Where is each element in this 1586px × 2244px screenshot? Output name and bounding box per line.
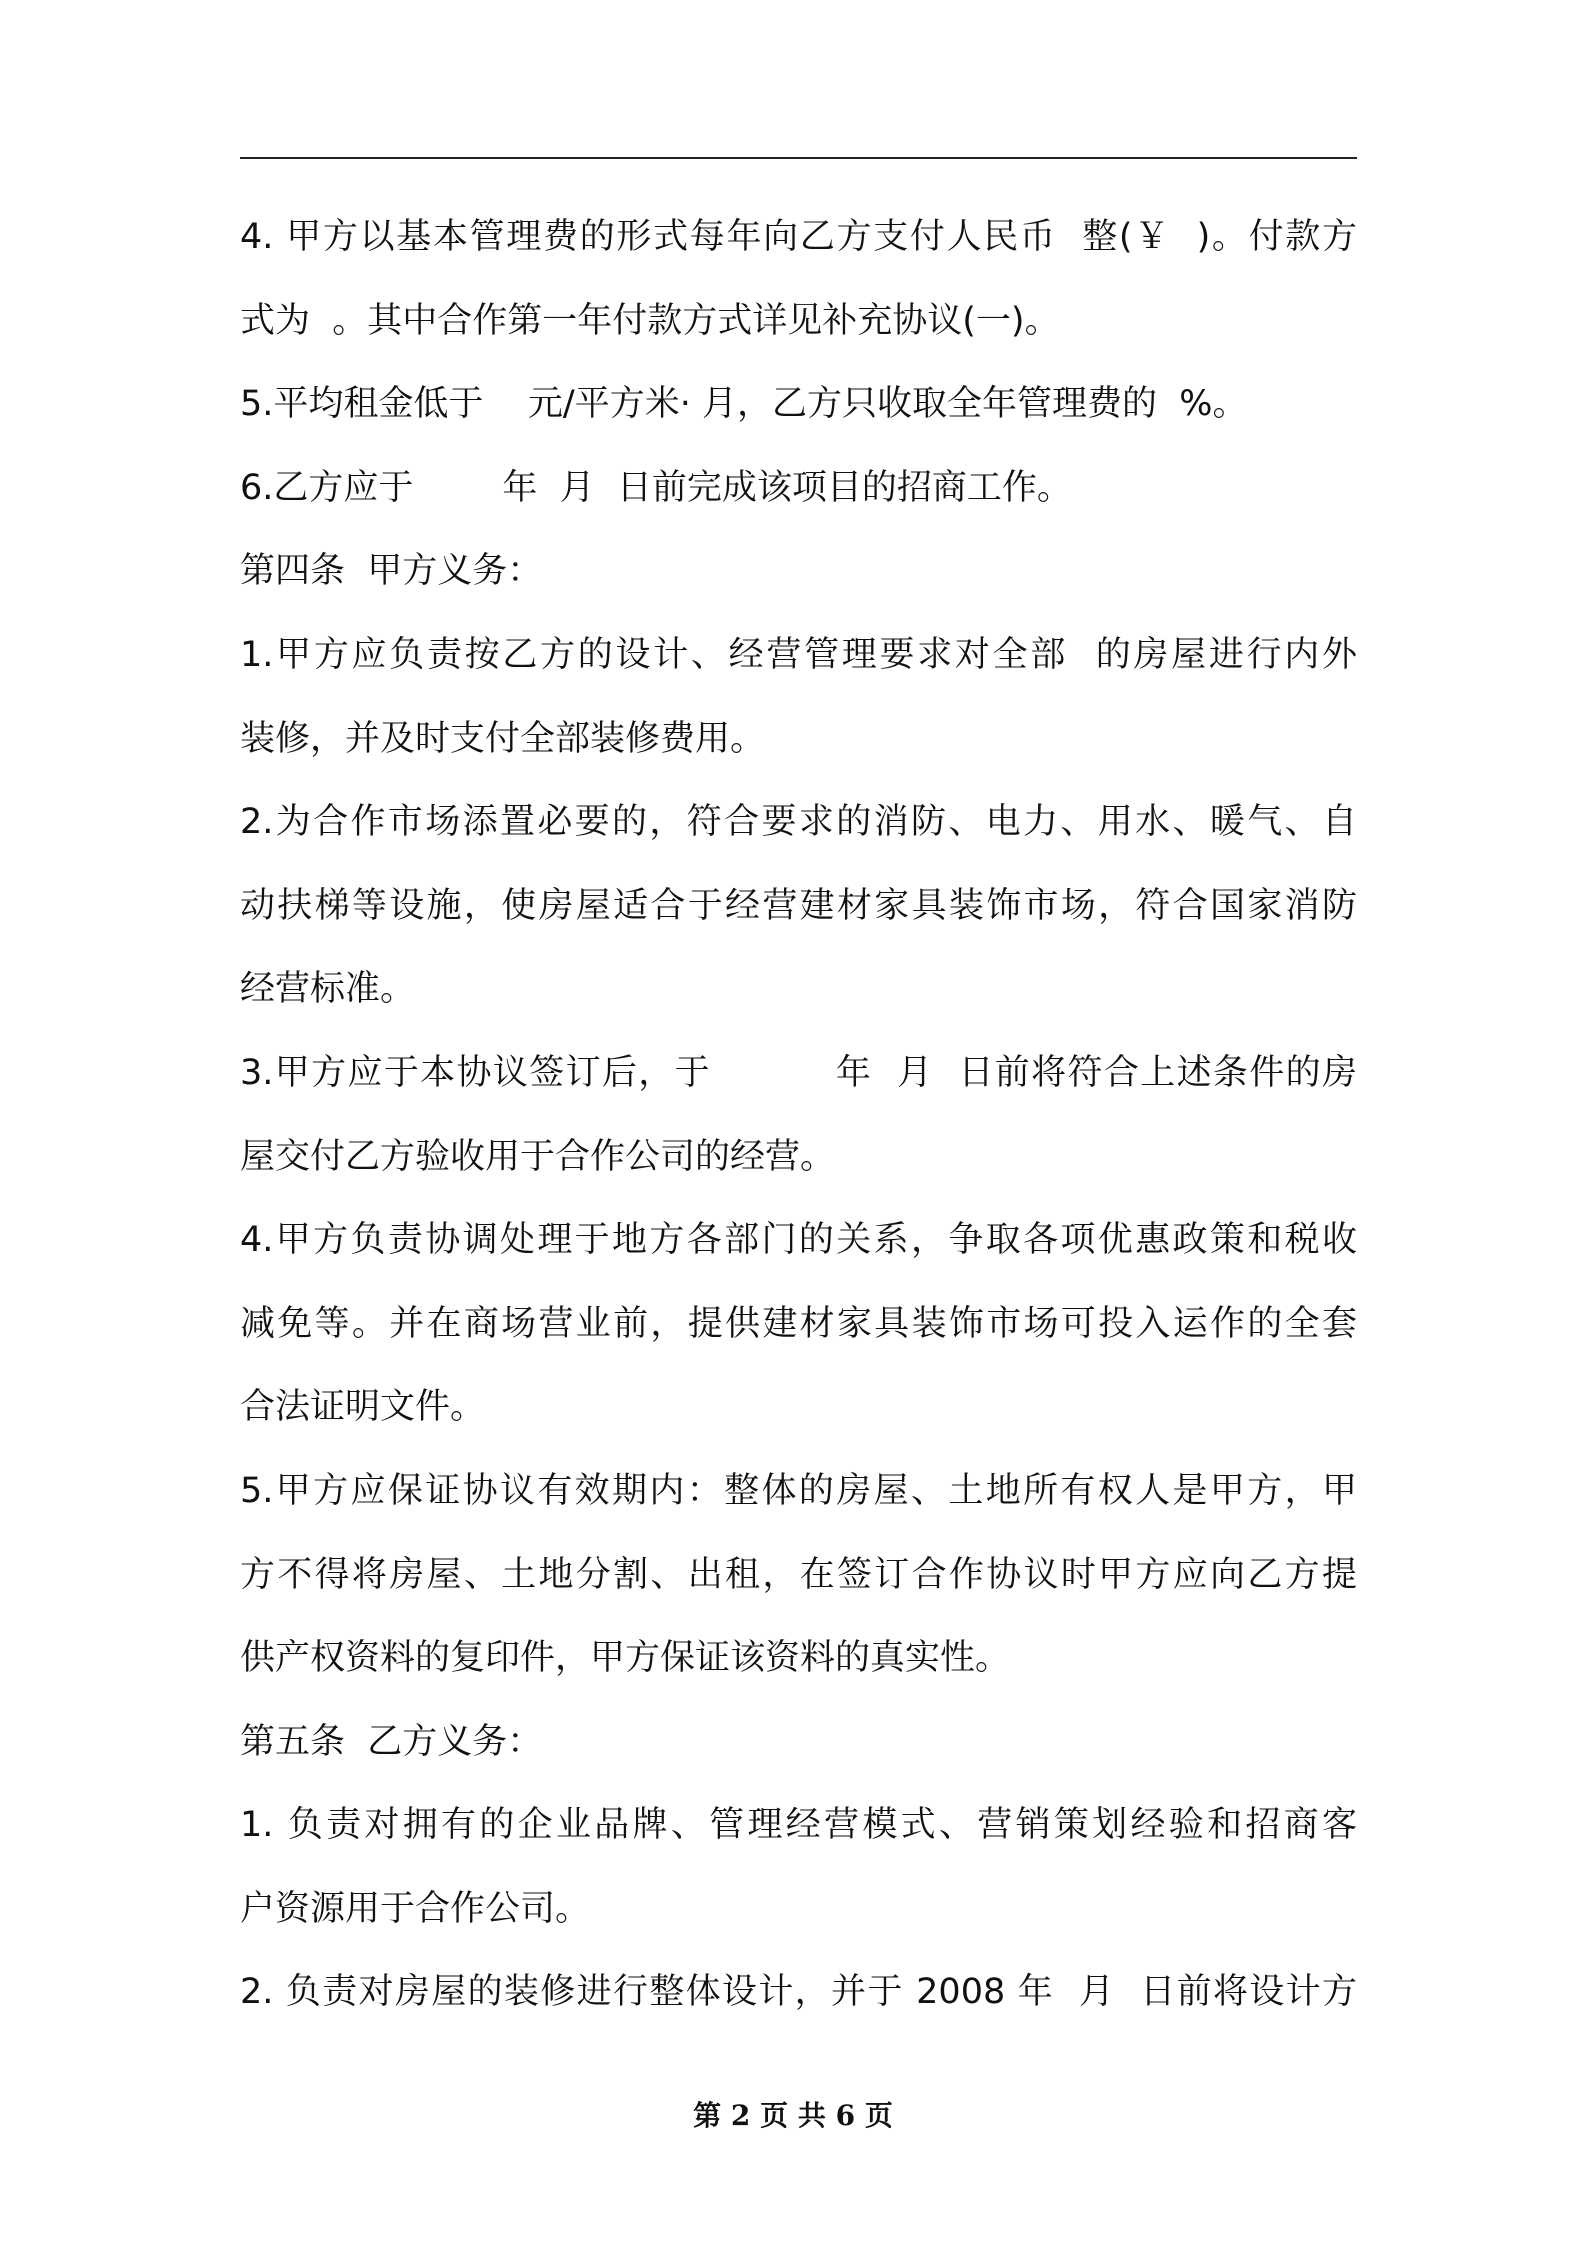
section-heading: 第四条 甲方义务： <box>240 551 543 592</box>
header-rule <box>240 157 1357 159</box>
text-line: 5.甲方应保证协议有效期内：整体的房屋、土地所有权人是甲方，甲 <box>240 1470 1357 1511</box>
text-line: 4. 甲方以基本管理费的形式每年向乙方支付人民币 整(￥ )。付款方 <box>240 217 1357 257</box>
text-line: 2.为合作市场添置必要的，符合要求的消防、电力、用水、暖气、自 <box>240 802 1357 843</box>
text-line: 减免等。并在商场营业前，提供建材家具装饰市场可投入运作的全套 <box>240 1303 1357 1344</box>
page-footer: 第 2 页 共 6 页 <box>693 2099 893 2132</box>
section-heading: 第五条 乙方义务： <box>240 1721 543 1762</box>
document-body <box>240 196 1357 2035</box>
text-line: 动扶梯等设施，使房屋适合于经营建材家具装饰市场，符合国家消防 <box>240 885 1357 926</box>
text-line: 供产权资料的复印件，甲方保证该资料的真实性。 <box>240 1638 1011 1679</box>
text-line: 1. 负责对拥有的企业品牌、管理经营模式、营销策划经验和招商客 <box>240 1805 1357 1846</box>
text-line: 经营标准。 <box>240 969 416 1010</box>
text-line: 3.甲方应于本协议签订后，于 年 月 日前将符合上述条件的房 <box>240 1052 1357 1093</box>
text-line: 2. 负责对房屋的装修进行整体设计，并于 2008 年 月 日前将设计方 <box>240 1972 1357 2013</box>
text-line: 屋交付乙方验收用于合作公司的经营。 <box>240 1136 836 1177</box>
text-line: 5.平均租金低于 元/平方米· 月，乙方只收取全年管理费的 %。 <box>240 384 1248 425</box>
text-line: 户资源用于合作公司。 <box>240 1888 591 1929</box>
text-line: 式为 。其中合作第一年付款方式详见补充协议(一)。 <box>240 300 1060 341</box>
text-line: 装修，并及时支付全部装修费用。 <box>240 718 766 759</box>
text-line: 1.甲方应负责按乙方的设计、经营管理要求对全部 的房屋进行内外 <box>240 634 1357 675</box>
text-line: 6.乙方应于 年 月 日前完成该项目的招商工作。 <box>240 467 1072 508</box>
text-line: 4.甲方负责协调处理于地方各部门的关系，争取各项优惠政策和税收 <box>240 1220 1357 1261</box>
text-line: 方不得将房屋、土地分割、出租，在签订合作协议时甲方应向乙方提 <box>240 1554 1357 1595</box>
text-line: 合法证明文件。 <box>240 1387 486 1428</box>
